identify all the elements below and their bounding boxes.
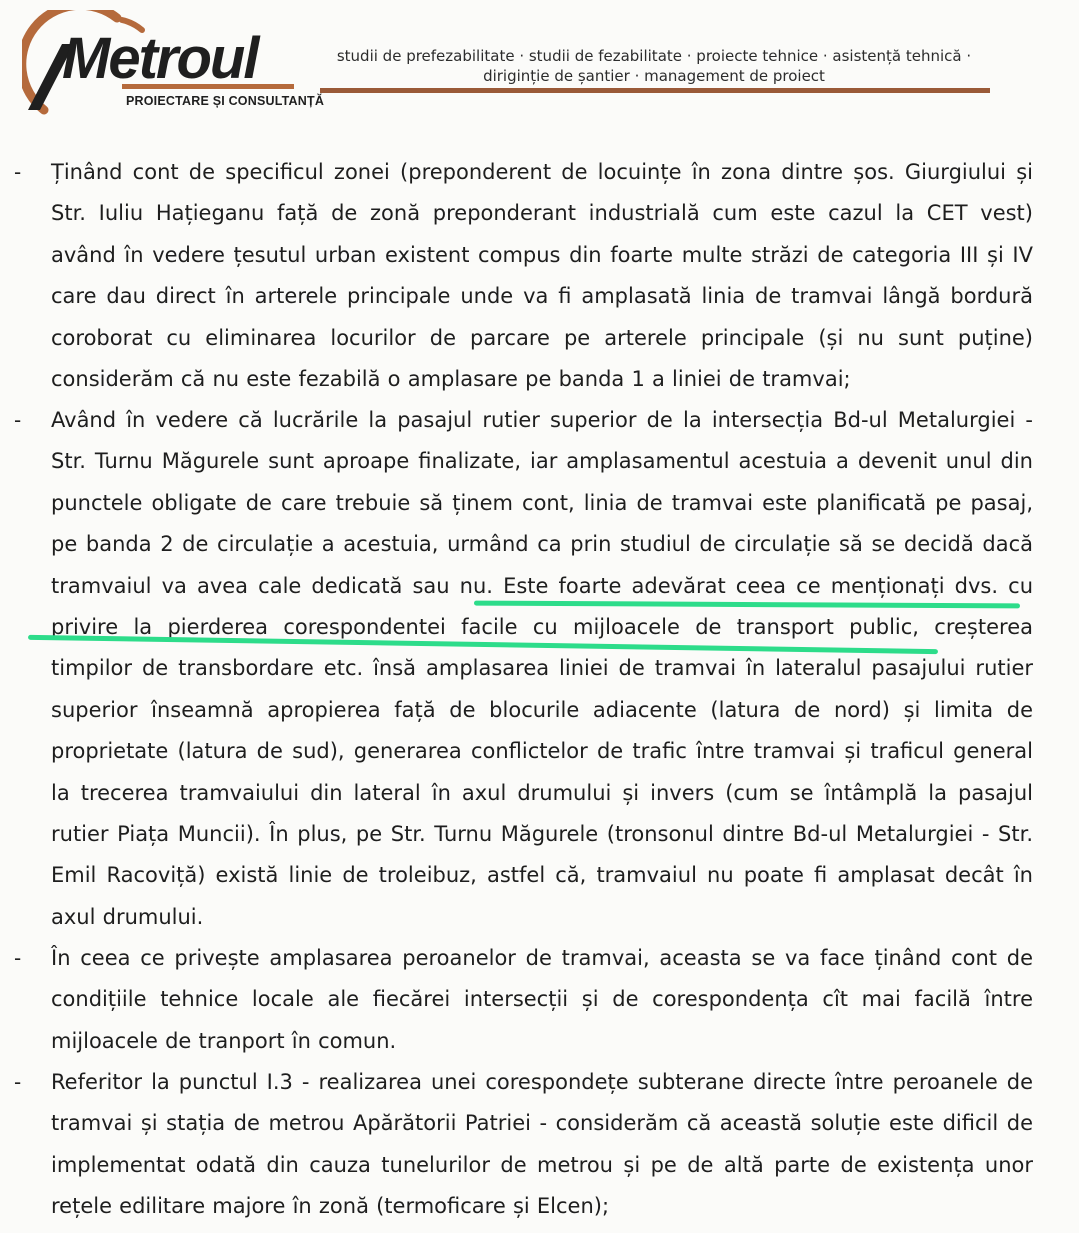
list-dash: - bbox=[14, 946, 22, 970]
logo-wordmark: Metroul bbox=[62, 26, 258, 91]
paragraph: Ținând cont de specificul zonei (preponderent de locuințe în zona dintre șos. Giurgiului și Str. Iuliu Hațieganu față de zonă preponderant industrială cum este cazul la CET vest) având în vedere țesutul urban existent compus din foarte multe străzi de categoria III și IV care dau direct în arterele principale unde va fi amplasată linia de tramvai lângă bordură coroborat cu eliminarea locurilor de parcare pe arterele principale (și nu sunt puține) considerăm că nu este fezabilă o amplasare pe banda 1 a liniei de tramvai; bbox=[51, 160, 1033, 392]
tagline-line-2: diriginție de șantier · management de proiect bbox=[483, 67, 825, 85]
tagline-line-1: studii de prefezabilitate · studii de fezabilitate · proiecte tehnice · asistență tehnică · bbox=[336, 47, 972, 65]
company-logo bbox=[22, 10, 325, 120]
paragraph: Având în vedere că lucrările la pasajul rutier superior de la intersecția Bd-ul Metalurgiei - Str. Turnu Măgurele sunt aproape finalizate, iar amplasamentul acestuia a devenit unul din punctele obligate de care trebuie să ținem cont, linia de tramvai este planificată pe pasaj, pe banda 2 de circulație a acestuia, urmând ca prin studiul de circulație să se decidă dacă tramvaiul va avea cale dedicată sau nu. Este foarte adevărat ceea ce menționați dvs. cu privire la pierderea corespondentei facile cu mijloacele de transport public, creșterea timpilor de transbordare etc. însă amplasarea liniei de tramvai în lateralul pasajului rutier superior înseamnă apropierea față de blocurile adiacente (latura de nord) și limita de proprietate (latura de sud), generarea conflictelor de trafic între tramvai și traficul general la trecerea tramvaiului din lateral în axul drumului și invers (cum se întâmplă la pasajul rutier Piața Muncii). În plus, pe Str. Turnu Măgurele (tronsonul dintre Bd-ul Metalurgiei - Str. Emil Racoviță) există linie de troleibuz, astfel că, tramvaiul nu poate fi amplasat decât în axul drumului. bbox=[51, 408, 1033, 929]
list-dash: - bbox=[14, 1070, 22, 1094]
list-dash: - bbox=[14, 408, 22, 432]
paragraph: În ceea ce privește amplasarea peroanelor de tramvai, aceasta se va face ținând cont de condițiile tehnice locale ale fiecărei intersecții și de corespondența cît mai facilă între mijloacele de tranport în comun. bbox=[51, 946, 1033, 1053]
company-tagline bbox=[318, 46, 990, 86]
paragraph: Referitor la punctul I.3 - realizarea unei corespondețe subterane directe între peroanele de tramvai și stația de metrou Apărătorii Patriei - considerăm că această soluție este dificil de implementat odată din cauza tunelurilor de metrou și pe de altă parte de existența unor rețele edilitare majore în zonă (termoficare și Elcen); bbox=[51, 1070, 1033, 1219]
list-dash: - bbox=[14, 160, 22, 184]
letterhead bbox=[0, 0, 1079, 140]
tagline-divider bbox=[320, 88, 990, 93]
logo-subtitle: PROIECTARE ȘI CONSULTANȚĂ bbox=[126, 94, 325, 108]
